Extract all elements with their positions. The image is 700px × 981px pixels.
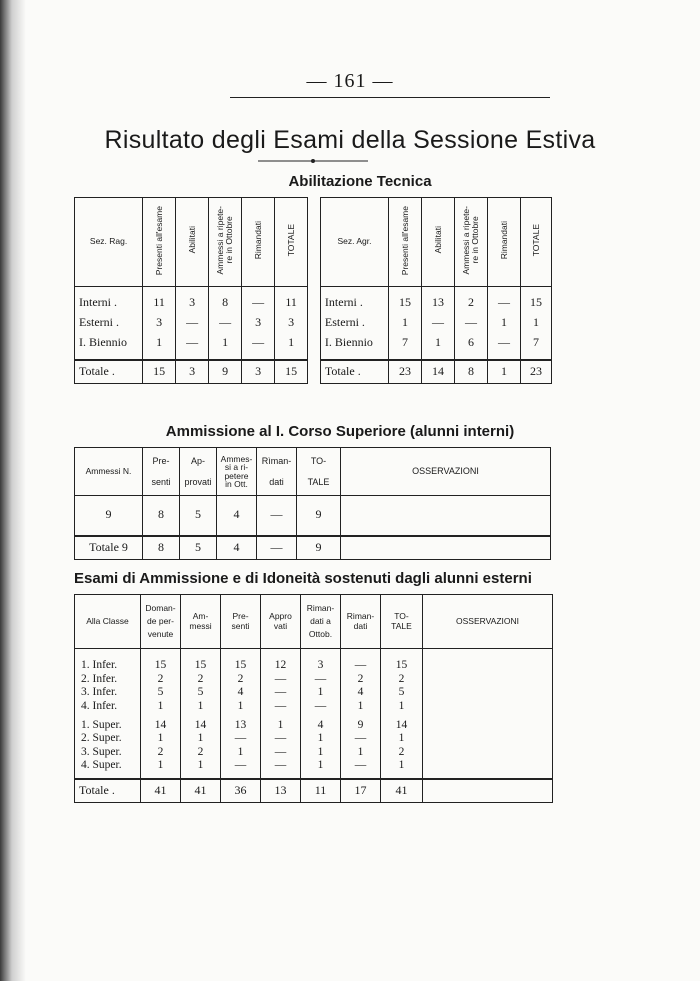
cell: 1 [488,313,521,333]
page-number: — 161 — [306,70,394,92]
ammissione-header-row [75,448,551,496]
cell: 15 [521,293,552,313]
col-header: Presenti all'esame [389,198,422,287]
cell: 9 [297,536,341,560]
observations-cell [341,536,551,560]
cell: 3 [275,313,308,333]
cell: 4 1 1 1 [301,715,341,779]
title-ornament [258,158,368,164]
col-header: Pre- senti [221,595,261,649]
book-binding-shadow [0,0,26,981]
table-row [75,313,552,333]
table-row-group-inferiore [75,649,553,715]
col-header: Ammessi a ripete- re in Ottobre [455,198,488,287]
cell: 3 [176,293,209,313]
sez-agr-label: Sez. Agr. [320,198,388,287]
cell: 41 [381,779,423,803]
observations-header: OSSERVAZIONI [423,595,553,649]
table-row-group-superiore [75,715,553,779]
total-row [75,779,553,803]
section-heading-abilitazione: Abilitazione Tecnica [288,173,432,190]
cell: 15 2 5 1 [141,649,181,715]
col-header: Doman- de per- venute [141,595,181,649]
cell: 15 2 5 1 [181,649,221,715]
cell: 15 2 5 1 [381,649,423,715]
esami-esterni-table [74,594,553,803]
total-label: Totale . [75,779,141,803]
header-rule [230,97,550,98]
observations-header: OSSERVAZIONI [341,448,551,496]
cell: 14 1 2 1 [141,715,181,779]
cell: — [422,313,455,333]
cell: 2 [455,293,488,313]
cell: — [242,333,275,353]
cell: — [257,496,297,536]
cell: 13 — 1 — [221,715,261,779]
cell: — [176,313,209,333]
class-list: 1. Infer. 2. Infer. 3. Infer. 4. Infer. [75,649,141,715]
esami-header-row [75,595,553,649]
cell: 1 [143,333,176,353]
total-label: Totale 9 [75,536,143,560]
cell: 8 [455,360,488,384]
cell: 1 [422,333,455,353]
col-header: Alla Classe [75,595,141,649]
table-gap [308,198,321,287]
cell: — [209,313,242,333]
col-header: TO- TALE [297,448,341,496]
cell: 14 1 2 1 [181,715,221,779]
cell: — [488,333,521,353]
cell: 8 [143,496,180,536]
cell: — [488,293,521,313]
cell: — 2 4 1 [341,649,381,715]
cell: 3 — 1 — [301,649,341,715]
total-label: Totale . [75,360,143,384]
col-header: Am- messi [181,595,221,649]
section-heading-esami-esterni: Esami di Ammissione e di Idoneità sostenuti dagli alunni esterni [74,570,532,587]
observations-cell [423,715,553,779]
col-header: Abilitati [422,198,455,287]
class-list: 1. Super. 2. Super. 3. Super. 4. Super. [75,715,141,779]
cell: 11 [143,293,176,313]
observations-cell [341,496,551,536]
cell: 41 [181,779,221,803]
sez-rag-label: Sez. Rag. [75,198,143,287]
row-label: Esterni . [320,313,388,333]
cell: 12 — — — [261,649,301,715]
cell: 11 [301,779,341,803]
cell: 36 [221,779,261,803]
cell: 9 [297,496,341,536]
cell: 14 1 2 1 [381,715,423,779]
cell: 7 [389,333,422,353]
cell: — [455,313,488,333]
row-label: Esterni . [75,313,143,333]
cell: 5 [180,536,217,560]
cell: 15 [143,360,176,384]
table-row [75,496,551,536]
observations-cell [423,779,553,803]
cell: 23 [521,360,552,384]
cell: 3 [143,313,176,333]
row-label: I. Biennio [320,333,388,353]
cell: 13 [422,293,455,313]
ammissione-table [74,447,551,560]
cell: 41 [141,779,181,803]
cell: 1 — — — [261,715,301,779]
col-header: Ammes- si a ri- petere in Ott. [217,448,257,496]
cell: 3 [242,313,275,333]
total-label: Totale . [320,360,388,384]
total-row [75,360,552,384]
col-header: Ammessi a ripete- re in Ottobre [209,198,242,287]
cell: 9 — 1 — [341,715,381,779]
row-label: I. Biennio [75,333,143,353]
table-row [75,333,552,353]
cell: — [242,293,275,313]
cell: 15 [389,293,422,313]
cell: 17 [341,779,381,803]
cell: 23 [389,360,422,384]
cell: 15 2 4 1 [221,649,261,715]
total-row [75,536,551,560]
abilitazione-header-row [75,198,552,287]
abilitazione-table [74,197,552,384]
row-label: Interni . [320,293,388,313]
section-heading-ammissione: Ammissione al I. Corso Superiore (alunni interni) [165,423,515,440]
cell: 8 [143,536,180,560]
cell: 1 [275,333,308,353]
cell: 14 [422,360,455,384]
col-header: Rìman- dati [257,448,297,496]
cell: 6 [455,333,488,353]
cell: 4 [217,496,257,536]
cell: 11 [275,293,308,313]
cell: — [176,333,209,353]
col-header: TOTALE [275,198,308,287]
col-header: Abilitati [176,198,209,287]
cell: 15 [275,360,308,384]
cell: 4 [217,536,257,560]
cell: — [257,536,297,560]
cell: 1 [209,333,242,353]
cell: 1 [488,360,521,384]
cell: 3 [242,360,275,384]
col-header: Riman- dati a Ottob. [301,595,341,649]
row-label: Interni . [75,293,143,313]
cell: 8 [209,293,242,313]
col-header: Rimandati [488,198,521,287]
col-header: TO- TALE [381,595,423,649]
col-header: Presenti all'esame [143,198,176,287]
cell: 9 [75,496,143,536]
cell: 1 [389,313,422,333]
col-header: Pre- senti [143,448,180,496]
cell: 13 [261,779,301,803]
page-title: Risultato degli Esami della Sessione Estiva [104,126,596,154]
cell: 7 [521,333,552,353]
cell: 9 [209,360,242,384]
table-row [75,293,552,313]
col-header: Rimandati [242,198,275,287]
col-header: TOTALE [521,198,552,287]
col-header: Appro vati [261,595,301,649]
cell: 3 [176,360,209,384]
col-header: Ammessi N. [75,448,143,496]
col-header: Riman- dati [341,595,381,649]
col-header: Ap- provati [180,448,217,496]
observations-cell [423,649,553,715]
cell: 5 [180,496,217,536]
cell: 1 [521,313,552,333]
